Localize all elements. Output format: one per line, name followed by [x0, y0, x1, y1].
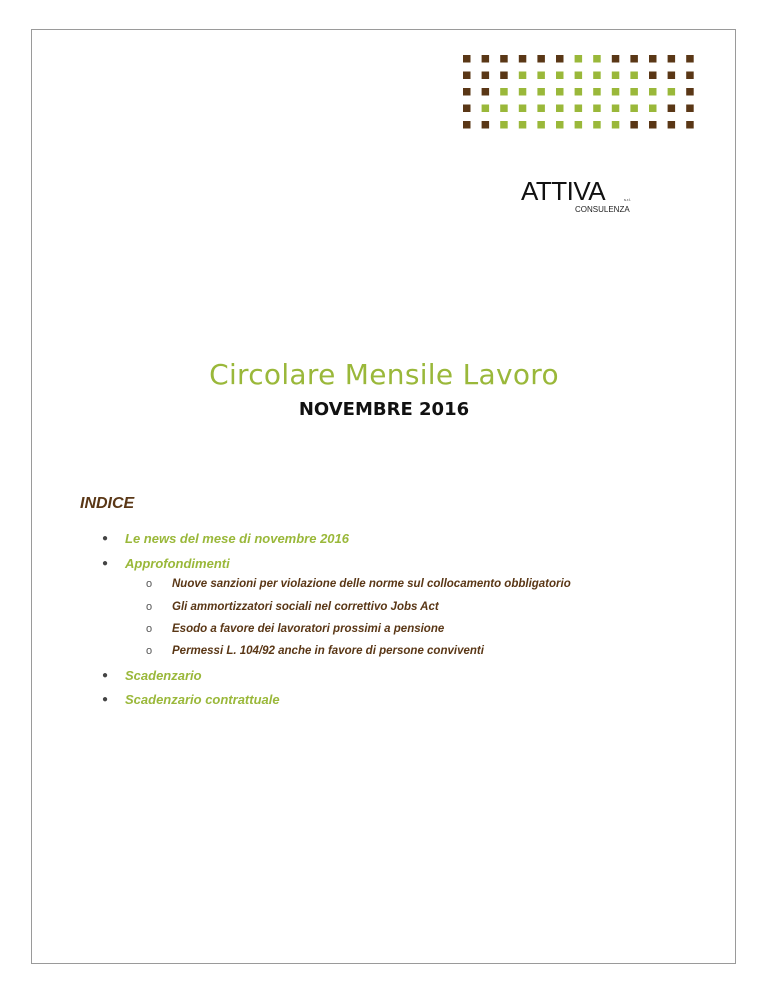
toc-item[interactable] — [102, 668, 202, 684]
toc-subitem-label: Nuove sanzioni per violazione delle norme sul collocamento obbligatorio — [172, 578, 571, 590]
toc-subitem[interactable] — [146, 622, 445, 636]
bullet-dot-icon: ● — [102, 558, 109, 569]
toc-item-label: Scadenzario — [125, 668, 202, 683]
document-title: Circolare Mensile Lavoro — [209, 358, 559, 391]
toc-subitem-label: Gli ammortizzatori sociali nel correttivo Jobs Act — [172, 601, 439, 613]
toc-subitem[interactable] — [146, 600, 439, 614]
toc-subitem[interactable] — [146, 644, 484, 658]
index-heading: INDICE — [80, 495, 135, 512]
toc-subitem[interactable] — [146, 577, 571, 591]
hollow-circle-bullet-icon: o — [146, 601, 153, 613]
hollow-circle-bullet-icon: o — [146, 623, 153, 635]
logo-legal-suffix: s.r.l. — [624, 197, 632, 202]
toc-item-label: Le news del mese di novembre 2016 — [125, 531, 349, 546]
toc-subitem-label: Permessi L. 104/92 anche in favore di persone conviventi — [172, 645, 484, 657]
document-subtitle: NOVEMBRE 2016 — [298, 399, 470, 420]
toc-item[interactable] — [102, 692, 280, 708]
toc-item-label: Approfondimenti — [125, 556, 230, 571]
toc-item[interactable] — [102, 531, 349, 547]
bullet-dot-icon: ● — [102, 533, 109, 544]
toc-item-label: Scadenzario contrattuale — [125, 692, 280, 707]
logo-subtitle: CONSULENZA — [575, 205, 630, 214]
hollow-circle-bullet-icon: o — [146, 578, 153, 590]
bullet-dot-icon: ● — [102, 694, 109, 705]
bullet-dot-icon: ● — [102, 670, 109, 681]
logo-wordmark: ATTIVA — [521, 176, 606, 206]
hollow-circle-bullet-icon: o — [146, 645, 153, 657]
toc-subitem-label: Esodo a favore dei lavoratori prossimi a pensione — [172, 623, 445, 635]
toc-item[interactable] — [102, 556, 230, 572]
